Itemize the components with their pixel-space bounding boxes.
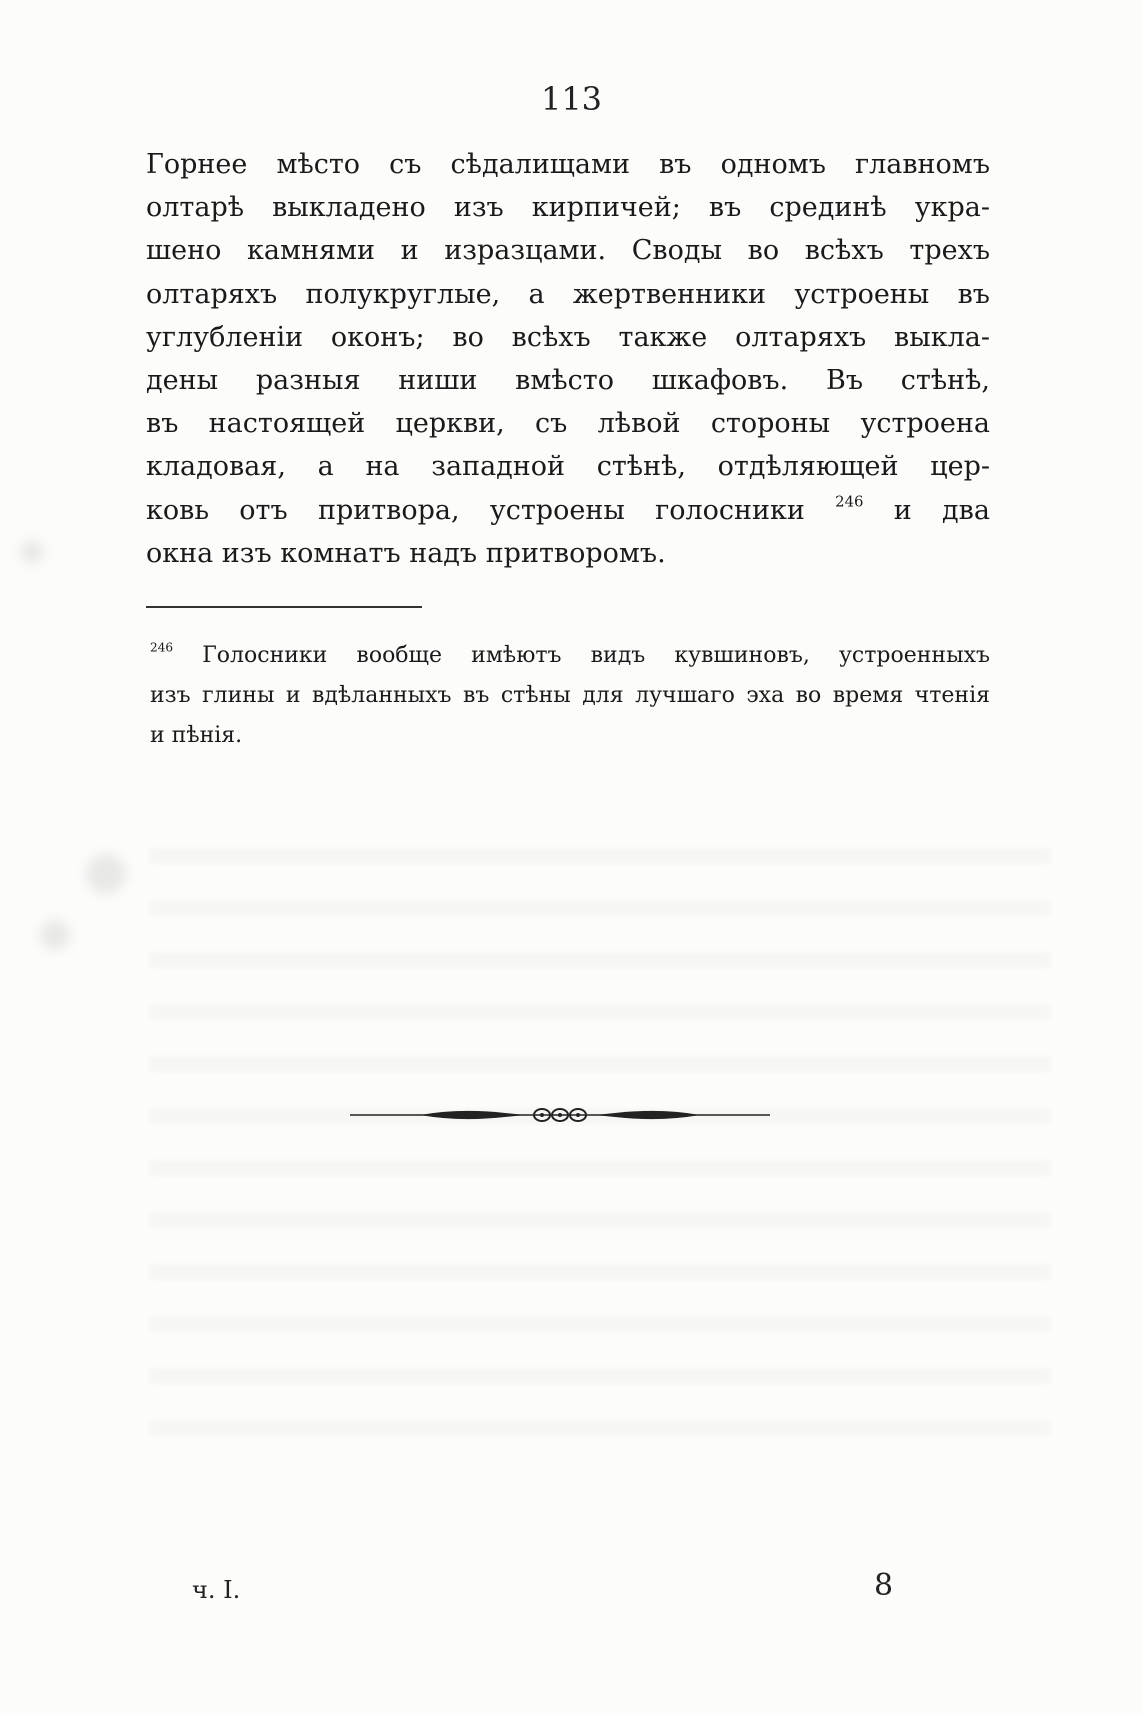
footnote (150, 636, 990, 756)
footnote-line: изъ глины и вдѣланныхъ въ стѣны для лучшаго эха во время чтенія (150, 683, 990, 708)
text-line: окна изъ комнатъ надъ притворомъ. (146, 537, 666, 569)
footnote-line (150, 636, 990, 676)
footnote-line: и пѣнія. (150, 723, 243, 748)
text-line: олтарѣ выкладено изъ кирпичей; въ срединѣ укра- (146, 192, 990, 224)
sheet-number: 8 (874, 1568, 894, 1603)
text-line: олтаряхъ полукруглые, а жертвенники устроены въ (146, 278, 990, 310)
signature-mark: ч. I. (192, 1576, 241, 1604)
text-line-with-footnote-ref (146, 489, 990, 532)
paper-speck (40, 920, 70, 950)
footnote-rule (146, 606, 422, 608)
text-line: Горнее мѣсто съ сѣдалищами въ одномъ главномъ (146, 149, 990, 180)
text-line: въ настоящей церкви, съ лѣвой стороны устроена (146, 408, 990, 440)
text-line-start: ковь отъ притвора, устроены голосники (146, 494, 805, 526)
text-line: углубленіи оконъ; во всѣхъ также олтаряхъ выкла- (146, 321, 990, 353)
footnote-text: Голосники вообще имѣютъ видъ кувшиновъ, устроенныхъ (202, 643, 990, 668)
text-line: кладовая, а на западной стѣнѣ, отдѣляющей цер- (146, 451, 990, 483)
text-line: дены разныя ниши вмѣсто шкафовъ. Въ стѣнѣ, (146, 365, 990, 397)
text-line: шено камнями и изразцами. Своды во всѣхъ трехъ (146, 235, 990, 267)
body-text (146, 143, 990, 575)
text-line-end: и два (893, 494, 990, 526)
footnote-marker: 246 (150, 640, 174, 655)
footnote-reference: 246 (835, 492, 864, 511)
page-number: 113 (540, 80, 603, 118)
paper-speck (86, 854, 126, 894)
paper-speck (20, 540, 44, 564)
printer-ornament-icon (350, 1100, 770, 1130)
bleed-through-texture (150, 820, 1050, 1460)
